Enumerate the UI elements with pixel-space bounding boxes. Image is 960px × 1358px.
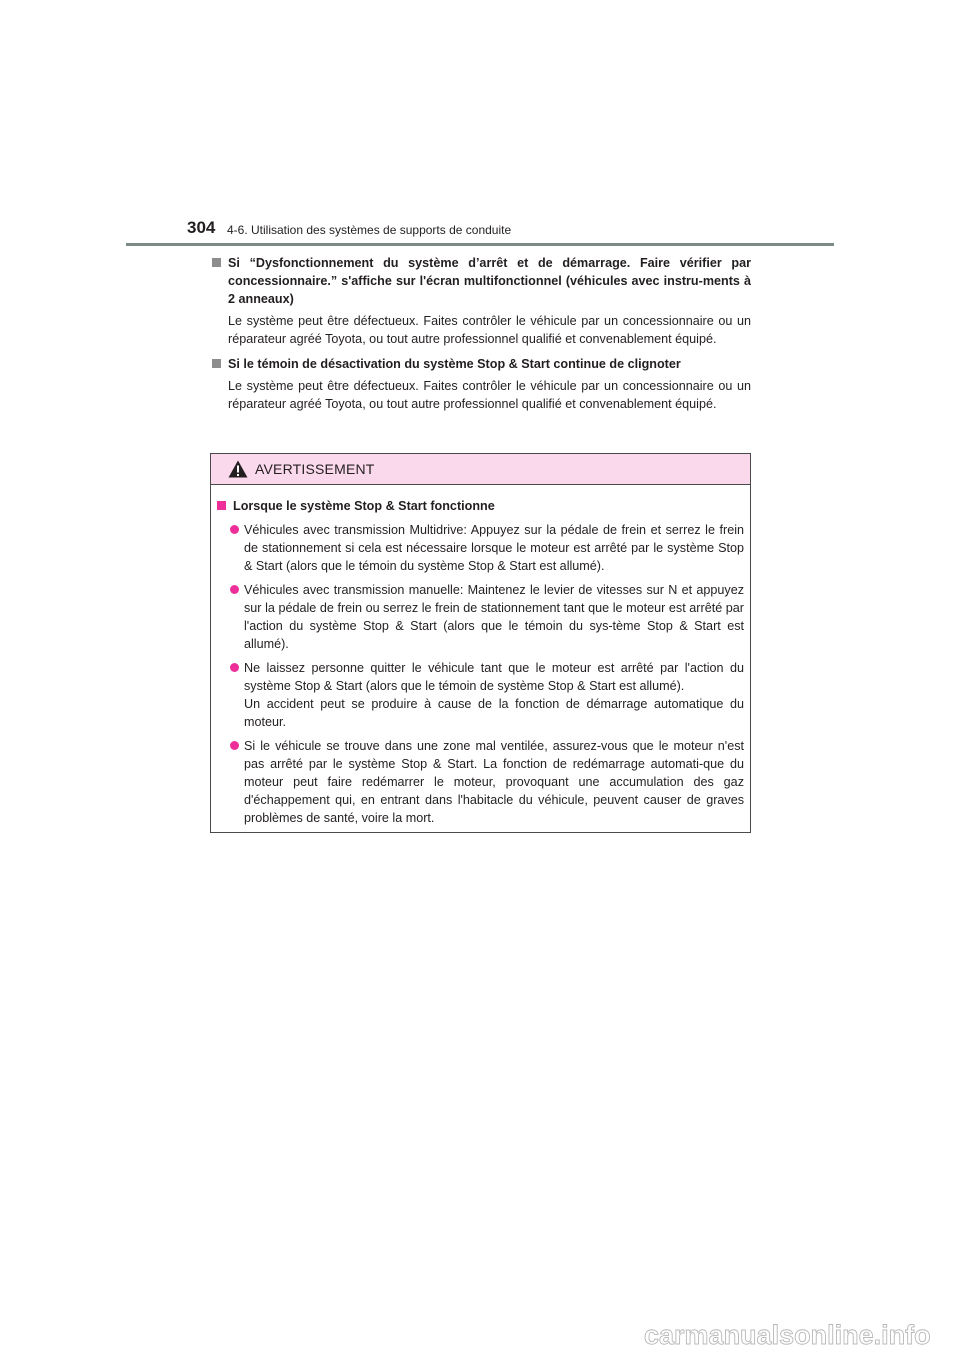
warning-header — [211, 454, 750, 485]
watermark-text: carmanualsonline.info — [644, 1320, 931, 1350]
warning-bullet — [216, 581, 744, 653]
item-heading — [211, 355, 751, 373]
warning-body — [211, 485, 750, 827]
bullet-dot-icon — [230, 663, 239, 672]
bullet-dot-icon — [230, 585, 239, 594]
warning-bullet-text: Véhicules avec transmission Multidrive: Appuyez sur la pédale de frein et serrez le frein de stationnement si cela est nécessaire lorsque le moteur est arrêté par le système Stop & Start (alors que le témoin du système Stop & Start est allumé). — [244, 523, 744, 573]
warning-box — [210, 453, 751, 833]
item-heading — [211, 254, 751, 308]
warning-triangle-icon — [228, 460, 248, 478]
warning-bullet-text: Ne laissez personne quitter le véhicule tant que le moteur est arrêté par l'action du système Stop & Start (alors que le témoin de système Stop & Start est allumé). Un accident peut se produire à cause de la fonction de démarrage automatique du moteur. — [244, 661, 744, 729]
square-bullet-icon — [217, 501, 226, 510]
main-content — [211, 254, 751, 420]
item-body: Le système peut être défectueux. Faites contrôler le véhicule par un concessionnaire ou un réparateur agréé Toyota, ou tout autre professionnel qualifié et convenablement équipé. — [228, 379, 751, 411]
warning-heading — [216, 497, 744, 515]
item-body: Le système peut être défectueux. Faites contrôler le véhicule par un concessionnaire ou un réparateur agréé Toyota, ou tout autre professionnel qualifié et convenablement équipé. — [228, 314, 751, 346]
section-title: 4-6. Utilisation des systèmes de supports de conduite — [227, 223, 512, 237]
bullet-dot-icon — [230, 525, 239, 534]
info-item — [211, 355, 751, 413]
warning-heading-text: Lorsque le système Stop & Start fonctionne — [233, 499, 495, 513]
warning-bullet-text: Véhicules avec transmission manuelle: Maintenez le levier de vitesses sur N et appuyez sur la pédale de frein ou serrez le frein de stationnement tant que le moteur est arrêté par l'action du système Stop & Start (alors que le témoin du sys-tème Stop & Start est allumé). — [244, 583, 744, 651]
square-bullet-icon — [212, 359, 221, 368]
square-bullet-icon — [212, 258, 221, 267]
item-heading-text: Si “Dysfonctionnement du système d’arrêt et de démarrage. Faire vérifier par concessionnaire.” s'affiche sur l'écran multifonctionnel (véhicules avec instru-ments à 2 anneaux) — [228, 256, 751, 306]
warning-bullet — [216, 521, 744, 575]
info-item — [211, 254, 751, 348]
item-heading-text: Si le témoin de désactivation du système Stop & Start continue de clignoter — [228, 357, 681, 371]
bullet-dot-icon — [230, 741, 239, 750]
header-rule — [126, 243, 834, 246]
warning-bullet-text: Si le véhicule se trouve dans une zone mal ventilée, assurez-vous que le moteur n'est pas arrêté par le système Stop & Start. La fonction de redémarrage automati-que du moteur peut faire redémarrer le moteur, provoquant une accumulation des gaz d'échappement qui, en entrant dans l'habitacle du véhicule, peuvent causer de graves problèmes de santé, voire la mort. — [244, 739, 744, 825]
warning-title: AVERTISSEMENT — [255, 461, 375, 477]
page-number: 304 — [187, 218, 216, 237]
warning-bullet — [216, 737, 744, 827]
watermark-logo — [644, 1315, 944, 1353]
warning-bullet — [216, 659, 744, 731]
